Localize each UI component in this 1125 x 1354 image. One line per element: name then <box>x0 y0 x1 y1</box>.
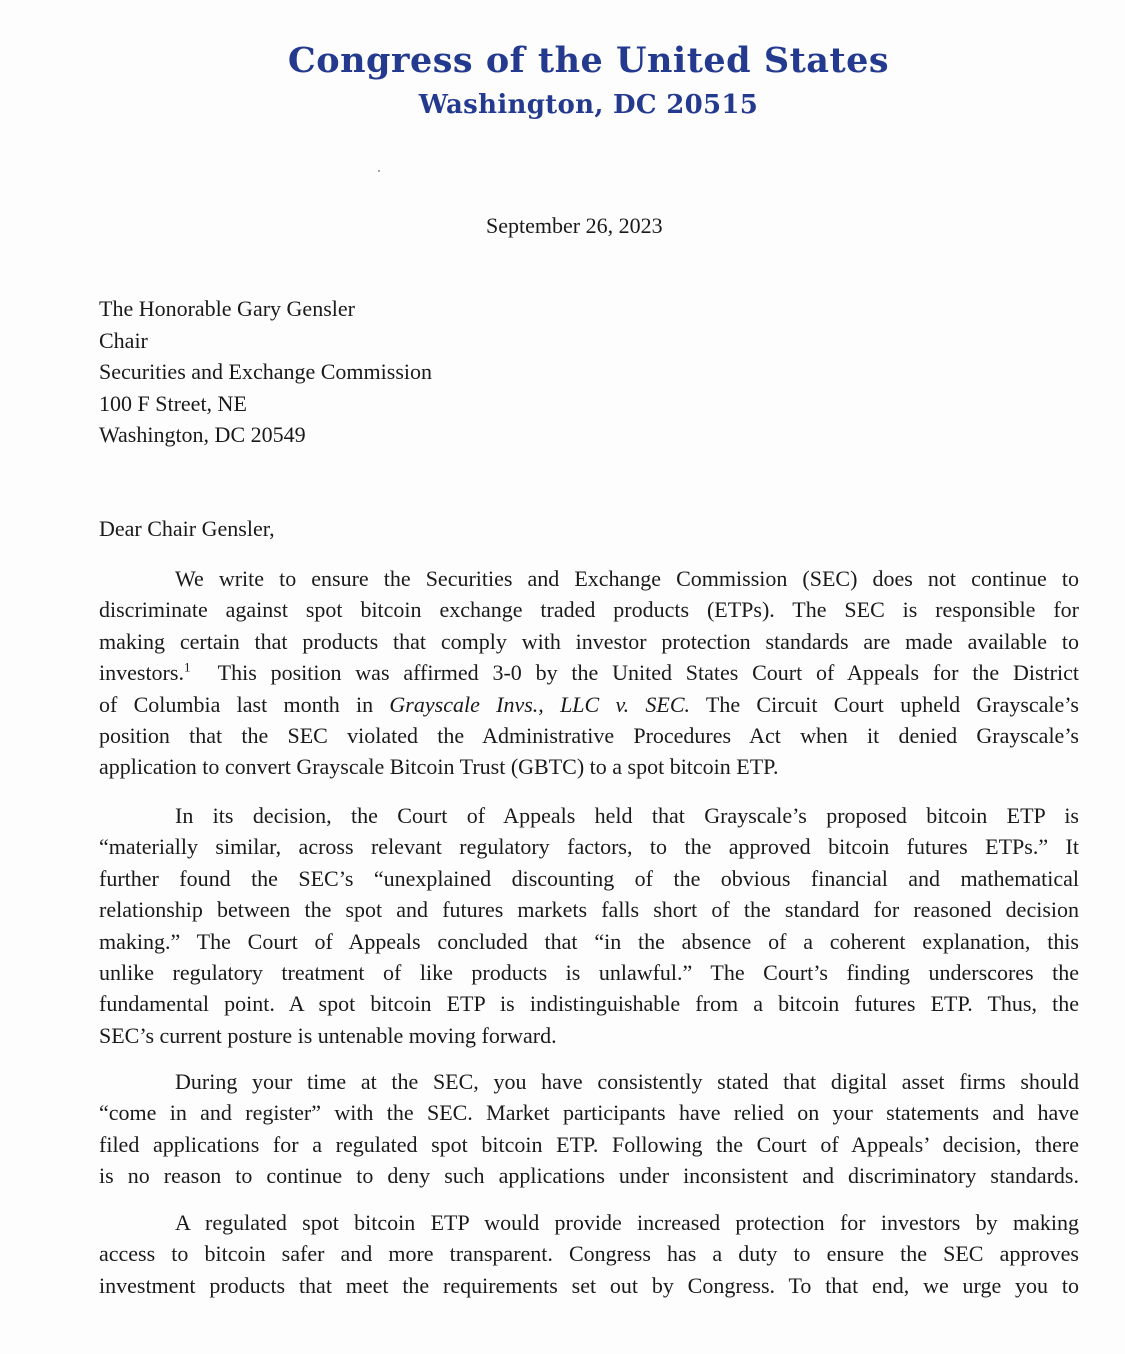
paragraph-line <box>99 657 1079 688</box>
case-citation: Grayscale Invs., LLC v. SEC. <box>389 691 691 717</box>
paragraph-1 <box>99 563 1079 783</box>
salutation: Dear Chair Gensler, <box>99 516 275 541</box>
paragraph-line: is no reason to continue to deny such applications under inconsistent and discriminatory standards. <box>99 1163 1079 1189</box>
line-segment: The Circuit Court upheld Grayscale’s <box>690 691 1079 717</box>
paragraph-line: application to convert Grayscale Bitcoin Trust (GBTC) to a spot bitcoin ETP. <box>99 754 779 780</box>
paragraph-line <box>99 689 1079 720</box>
paragraph-line: “come in and register” with the SEC. Market participants have relied on your statements and have <box>99 1100 1079 1126</box>
paragraph-line: making certain that products that comply with investor protection standards are made available to <box>99 628 1079 654</box>
recipient-agency: Securities and Exchange Commission <box>99 359 432 384</box>
paragraph-line: making.” The Court of Appeals concluded that “in the absence of a coherent explanation, this <box>99 928 1079 954</box>
paragraph-line: investment products that meet the requirements set out by Congress. To that end, we urge you to <box>99 1272 1079 1298</box>
letterhead-title: Congress of the United States <box>287 40 890 81</box>
paragraph-line: filed applications for a regulated spot bitcoin ETP. Following the Court of Appeals’ decision, there <box>99 1131 1079 1157</box>
recipient-city: Washington, DC 20549 <box>99 422 306 447</box>
recipient-street: 100 F Street, NE <box>99 390 247 416</box>
line-segment: This position was affirmed 3-0 by the United States Court of Appeals for the District <box>190 660 1079 686</box>
paragraph-line: discriminate against spot bitcoin exchange traded products (ETPs). The SEC is responsible for <box>99 597 1079 623</box>
recipient-address <box>99 293 432 451</box>
paragraph-line: fundamental point. A spot bitcoin ETP is indistinguishable from a bitcoin futures ETP. Thus, the <box>99 991 1079 1017</box>
paragraph-line: During your time at the SEC, you have consistently stated that digital asset firms should <box>175 1069 1079 1094</box>
paragraph-line: relationship between the spot and futures markets falls short of the standard for reasoned decision <box>99 897 1079 923</box>
paragraph-line: SEC’s current posture is untenable moving forward. <box>99 1022 557 1048</box>
letterhead-subtitle: Washington, DC 20515 <box>418 90 759 120</box>
scan-speck <box>378 170 380 172</box>
paragraph-3 <box>99 1066 1079 1192</box>
paragraph-line: further found the SEC’s “unexplained discounting of the obvious financial and mathematical <box>99 865 1079 891</box>
paragraph-line: In its decision, the Court of Appeals held that Grayscale’s proposed bitcoin ETP is <box>175 803 1079 828</box>
paragraph-line: A regulated spot bitcoin ETP would provide increased protection for investors by making <box>175 1210 1079 1235</box>
paragraph-4 <box>99 1207 1079 1301</box>
paragraph-line: unlike regulatory treatment of like products is unlawful.” The Court’s finding underscores the <box>99 959 1079 985</box>
letter-date: September 26, 2023 <box>486 213 663 238</box>
line-segment: investors. <box>99 660 184 686</box>
recipient-name: The Honorable Gary Gensler <box>99 296 355 321</box>
paragraph-line: position that the SEC violated the Administrative Procedures Act when it denied Grayscale’s <box>99 722 1079 748</box>
paragraph-line: “materially similar, across relevant regulatory factors, to the approved bitcoin futures ETPs.” It <box>99 834 1079 860</box>
footnote-marker: 1 <box>183 659 191 675</box>
paragraph-line: We write to ensure the Securities and Exchange Commission (SEC) does not continue to <box>175 566 1079 591</box>
line-segment: of Columbia last month in <box>99 691 390 717</box>
paragraph-line: access to bitcoin safer and more transparent. Congress has a duty to ensure the SEC approves <box>99 1241 1079 1267</box>
recipient-title: Chair <box>99 327 148 353</box>
paragraph-2 <box>99 800 1079 1051</box>
